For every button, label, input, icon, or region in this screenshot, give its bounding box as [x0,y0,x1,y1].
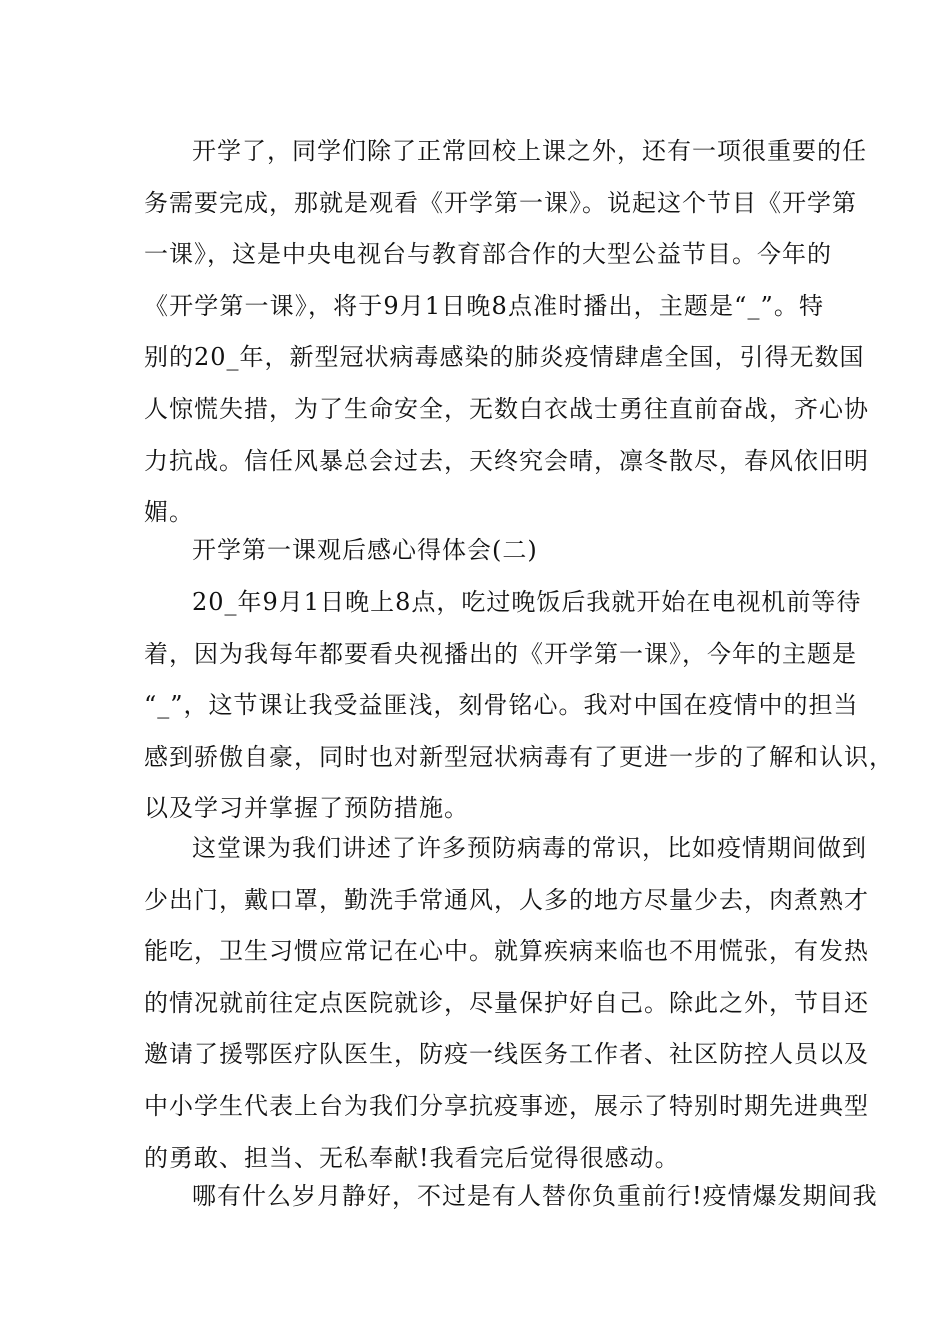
text-line: 的勇敢、担当、无私奉献!我看完后觉得很感动。 [144,1143,680,1172]
paragraph-intro [144,126,869,539]
text-line: 开学了，同学们除了正常回校上课之外，还有一项很重要的任 [192,137,867,165]
text-line: 人惊慌失措，为了生命安全，无数白衣战士勇往直前奋战，齐心协 [144,394,869,423]
text-line: 感到骄傲自豪，同时也对新型冠状病毒有了更进一步的了解和认识， [144,742,894,771]
text-line: 别的20_年，新型冠状病毒感染的肺炎疫情肆虐全国，引得无数国 [144,343,865,372]
text-line: 的情况就前往定点医院就诊，尽量保护好自己。除此之外，节目还 [144,988,869,1017]
paragraph-closing [144,1171,878,1223]
text-line: 务需要完成，那就是观看《开学第一课》。说起这个节目《开学第 [144,188,857,217]
text-line: 中小学生代表上台为我们分享抗疫事迹，展示了特别时期先进典型 [144,1091,869,1120]
text-line: 力抗战。信任风暴总会过去，天终究会晴，凛冬散尽，春风依旧明 [144,446,869,475]
heading-line: 开学第一课观后感心得体会(二) [192,536,538,564]
text-line: 哪有什么岁月静好，不过是有人替你负重前行!疫情爆发期间我 [192,1182,878,1210]
paragraph-evening [144,577,894,835]
text-line: 少出门，戴口罩，勤洗手常通风，人多的地方尽量少去，肉煮熟才 [144,885,869,914]
text-line: “_”，这节课让我受益匪浅，刻骨铭心。我对中国在疫情中的担当 [144,691,859,720]
text-line: 能吃，卫生习惯应常记在心中。就算疾病来临也不用慌张，有发热 [144,937,869,966]
text-line: 《开学第一课》，将于9月1日晚8点准时播出，主题是“_”。特 [144,291,824,320]
text-line: 以及学习并掌握了预防措施。 [144,794,469,823]
text-line: 媚。 [144,498,194,527]
text-line: 这堂课为我们讲述了许多预防病毒的常识，比如疫情期间做到 [192,834,867,862]
text-line: 一课》，这是中央电视台与教育部合作的大型公益节目。今年的 [144,240,832,269]
text-line: 着，因为我每年都要看央视播出的《开学第一课》，今年的主题是 [144,639,857,668]
text-line: 20_年9月1日晚上8点，吃过晚饭后我就开始在电视机前等待 [192,588,862,616]
paragraph-prevention [144,823,869,1184]
section-heading [144,525,824,577]
text-line: 邀请了援鄂医疗队医生，防疫一线医务工作者、社区防控人员以及 [144,1040,869,1069]
